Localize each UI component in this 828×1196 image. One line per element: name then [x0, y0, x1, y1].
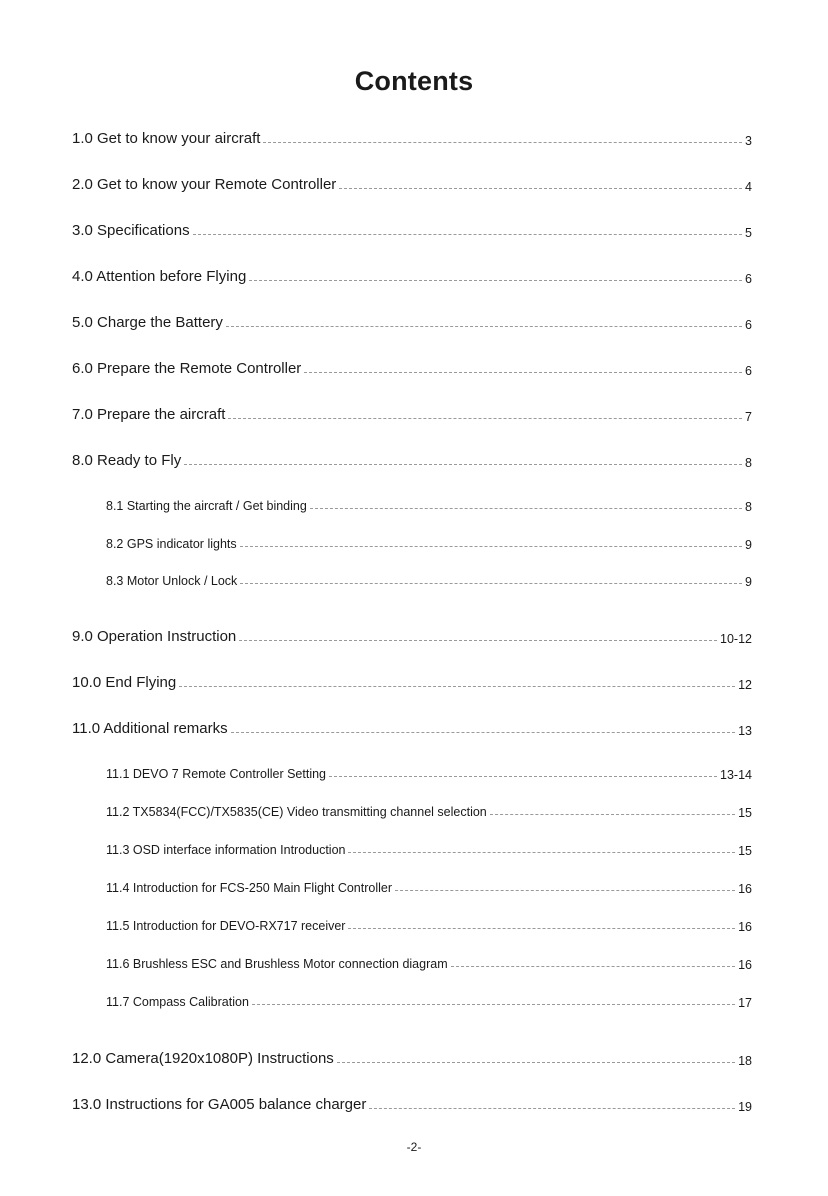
toc-entry-page: 6	[745, 318, 752, 332]
page-title: Contents	[354, 66, 474, 96]
toc-entry-title: 8.2 GPS indicator lights	[106, 537, 237, 551]
dotted-leader	[329, 776, 717, 777]
toc-subentry[interactable]	[106, 843, 752, 858]
toc-entry-title: 11.1 DEVO 7 Remote Controller Setting	[106, 767, 327, 781]
dotted-leader	[184, 464, 742, 465]
dotted-leader	[249, 280, 742, 281]
toc-entry-page: 8	[745, 500, 752, 514]
dotted-leader	[348, 928, 735, 929]
toc-entry-page: 7	[745, 410, 752, 424]
toc-entry-page: 6	[745, 272, 752, 286]
toc-subentry[interactable]	[106, 881, 752, 896]
toc-entry-page: 18	[738, 1054, 752, 1068]
toc-subentry[interactable]	[106, 805, 752, 820]
toc-entry-page: 4	[745, 180, 752, 194]
toc-entry-title: 6.0 Prepare the Remote Controller	[72, 360, 302, 377]
toc-subentry[interactable]	[106, 995, 752, 1010]
toc-entry-page: 5	[745, 226, 752, 240]
toc-entry-title: 2.0 Get to know your Remote Controller	[72, 176, 337, 193]
dotted-leader	[179, 686, 735, 687]
page-number: -2-	[406, 1140, 422, 1154]
toc-entry-page: 12	[738, 678, 752, 692]
dotted-leader	[231, 732, 735, 733]
dotted-leader	[193, 234, 742, 235]
toc-entry-title: 11.6 Brushless ESC and Brushless Motor connection diagram	[106, 957, 448, 971]
toc-entry-page: 15	[738, 844, 752, 858]
toc-entry[interactable]	[72, 674, 752, 692]
toc-entry-page: 16	[738, 882, 752, 896]
toc-subentry[interactable]	[106, 574, 752, 589]
dotted-leader	[369, 1108, 735, 1109]
toc-entry-title: 5.0 Charge the Battery	[72, 314, 223, 331]
toc-entry-title: 11.2 TX5834(FCC)/TX5835(CE) Video transmitting channel selection	[106, 805, 487, 819]
dotted-leader	[310, 508, 742, 509]
toc-entry-page: 15	[738, 806, 752, 820]
toc-entry-title: 8.0 Ready to Fly	[72, 452, 182, 469]
toc-entry-title: 11.4 Introduction for FCS-250 Main Flight Controller	[106, 881, 393, 895]
toc-entry-title: 4.0 Attention before Flying	[72, 268, 247, 285]
dotted-leader	[348, 852, 735, 853]
toc-entry-title: 8.3 Motor Unlock / Lock	[106, 574, 238, 588]
toc-entry-page: 13-14	[720, 768, 752, 782]
dotted-leader	[228, 418, 742, 419]
toc-entry[interactable]	[72, 720, 752, 738]
dotted-leader	[240, 583, 742, 584]
dotted-leader	[240, 546, 742, 547]
toc-entry-title: 11.5 Introduction for DEVO-RX717 receiver	[106, 919, 346, 933]
toc-entry-page: 19	[738, 1100, 752, 1114]
toc-entry[interactable]	[72, 406, 752, 424]
dotted-leader	[339, 188, 742, 189]
toc-entry-title: 11.0 Additional remarks	[72, 720, 228, 737]
toc-entry-page: 16	[738, 920, 752, 934]
dotted-leader	[252, 1004, 735, 1005]
toc-entry-title: 9.0 Operation Instruction	[72, 628, 237, 645]
toc-entry-title: 12.0 Camera(1920x1080P) Instructions	[72, 1050, 334, 1067]
toc-entry[interactable]	[72, 1096, 752, 1114]
dotted-leader	[337, 1062, 735, 1063]
dotted-leader	[226, 326, 742, 327]
dotted-leader	[395, 890, 735, 891]
toc-entry-page: 10-12	[720, 632, 752, 646]
toc-entry-page: 8	[745, 456, 752, 470]
toc-entry-page: 9	[745, 538, 752, 552]
toc-entry[interactable]	[72, 628, 752, 646]
toc-entry-page: 16	[738, 958, 752, 972]
toc-entry-title: 11.7 Compass Calibration	[106, 995, 249, 1009]
toc-subentry[interactable]	[106, 767, 752, 782]
toc-subentry[interactable]	[106, 537, 752, 552]
toc-subentry[interactable]	[106, 957, 752, 972]
dotted-leader	[490, 814, 735, 815]
toc-entry-title: 7.0 Prepare the aircraft	[72, 406, 226, 423]
toc-entry[interactable]	[72, 360, 752, 378]
toc-entry[interactable]	[72, 222, 752, 240]
toc-entry-title: 8.1 Starting the aircraft / Get binding	[106, 499, 307, 513]
toc-entry-page: 17	[738, 996, 752, 1010]
toc-entry[interactable]	[72, 452, 752, 470]
toc-entry-title: 10.0 End Flying	[72, 674, 177, 691]
toc-entry-title: 1.0 Get to know your aircraft	[72, 130, 261, 147]
toc-entry-title: 11.3 OSD interface information Introduction	[106, 843, 346, 857]
dotted-leader	[451, 966, 735, 967]
dotted-leader	[304, 372, 742, 373]
toc-entry[interactable]	[72, 176, 752, 194]
toc-entry[interactable]	[72, 268, 752, 286]
toc-subentry[interactable]	[106, 499, 752, 514]
toc-entry[interactable]	[72, 1050, 752, 1068]
toc-entry-page: 3	[745, 134, 752, 148]
toc-entry-page: 13	[738, 724, 752, 738]
toc-entry[interactable]	[72, 314, 752, 332]
toc-entry-title: 3.0 Specifications	[72, 222, 190, 239]
dotted-leader	[263, 142, 742, 143]
toc-entry[interactable]	[72, 130, 752, 148]
toc-entry-page: 6	[745, 364, 752, 378]
dotted-leader	[239, 640, 717, 641]
toc-entry-title: 13.0 Instructions for GA005 balance charger	[72, 1096, 367, 1113]
toc-subentry[interactable]	[106, 919, 752, 934]
toc-entry-page: 9	[745, 575, 752, 589]
